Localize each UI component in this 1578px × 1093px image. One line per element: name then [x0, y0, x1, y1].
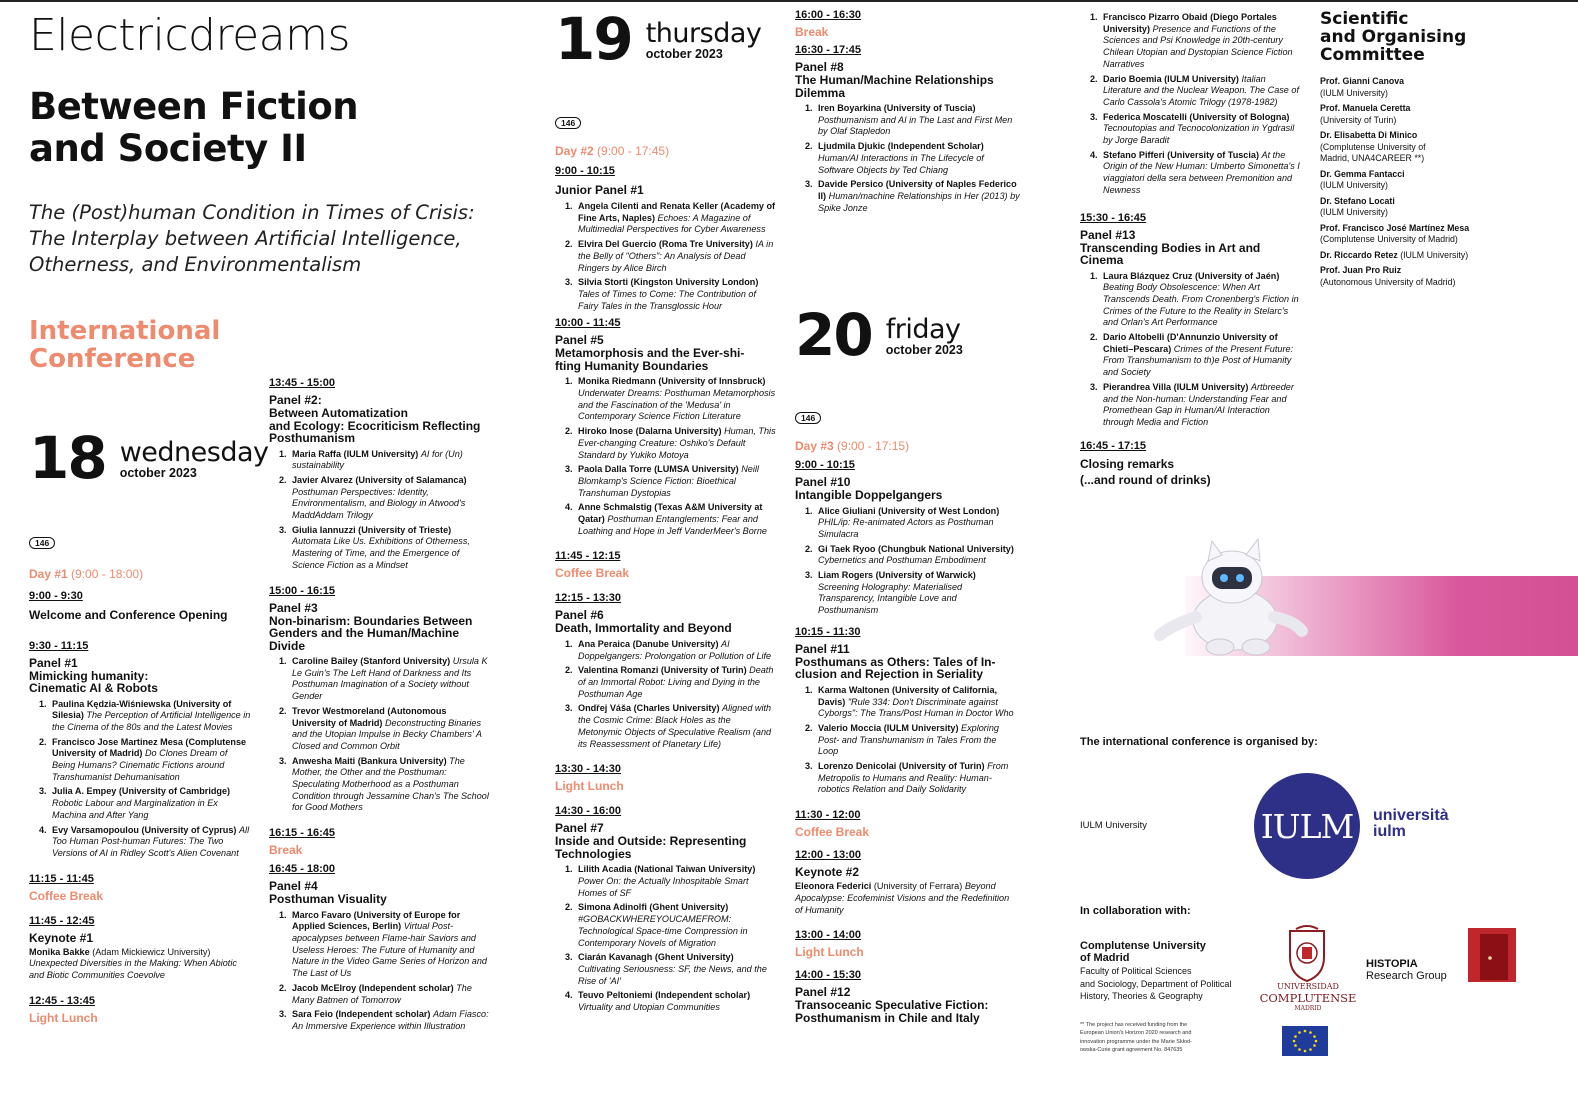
list-item: 3. Pierandrea Villa (IULM University) Artbreeder and the Non-human: Understanding Fear and Promethean Gap in Human/AI Interaction through Media and Fiction — [1090, 381, 1294, 427]
day3-column — [795, 408, 1017, 1024]
weekday: thursday — [645, 18, 762, 49]
panel-title: Posthumans as Others: Tales of In- clusion and Rejection in Seriality — [795, 654, 996, 682]
list-item: 1. Monika Riedmann (University of Innsbruck) Underwater Dreams: Posthuman Metamorphosis and the Fascination of the 'Medusa' in Contemporary Science Fiction Literature — [565, 376, 776, 422]
date-number: 18 — [29, 424, 106, 492]
break-label: Break — [269, 843, 303, 858]
day1-column-b — [269, 376, 491, 1036]
ucm-name: Complutense University of Madrid — [1080, 940, 1206, 964]
list-item: 2. Trevor Westmoreland (Autonomous University of Madrid) Deconstructing Binaries and the Utopian Impulse in Becky Chambers' A Closed and Common Orbit — [279, 705, 482, 751]
talk-list — [555, 639, 777, 750]
keynote-label: Keynote #1 — [29, 930, 94, 945]
session: 10:00 - 11:45 Panel #5 Metamorphosis and the Ever-shi- fting Humanity Boundaries 1. Monika Riedmann (University of Innsbruck) Underwater Dreams: Posthuman Metamorphosis and the Fascination of the 'Medusa' in Contemporary Science Fiction Literature 2. Hiroko Inose (Dalarna University) Human, This Ever-changing Creature: Oshiko's Default Standard by Yukiko Motoya 3. Paola Dalla Torre (LUMSA University) Neill Blomkamp's Science Fiction: Bioethical Transhuman Dystopias 4. Anne Schmalstig (Texas A&M University at Qatar) Posthuman Entanglements: Fear and Loathing and Hope in Jeff VanderMeer's Borne — [555, 317, 776, 536]
session: 16:15 - 16:45 Break — [269, 826, 491, 858]
list-item: 3. Paola Dalla Torre (LUMSA University) Neill Blomkamp's Science Fiction: Bioethical Transhuman Dystopias — [565, 464, 759, 498]
list-item: 3. Julia A. Empey (University of Cambridge) Robotic Labour and Marginalization in Ex Machina and After Yang — [39, 786, 231, 820]
date-number: 19 — [555, 5, 632, 73]
session: 14:30 - 16:00 Panel #7 Inside and Outside: Representing Technologies 1. Lilith Acadia (National Taiwan University) Power On: the Actually Inhospitable Smart Homes of SF 2. Simona Adinolfi (Ghent University) #GOBACKWHEREYOUCAMEFROM: Technological Space-time Compression in Contemporary Novels of Migration 3. Ciarán Kavanagh (Ghent University) Cultivating Seriousness: SF, the News, and the Rise of 'AI' 4. Teuvo Peltoniemi (Independent scholar) Virtuality and Utopian Communities — [555, 804, 777, 1013]
iulm-logo: IULM — [1254, 773, 1360, 879]
list-item: 1. Angela Cilenti and Renata Keller (Academy of Fine Arts, Naples) Echoes: A Magazine of Multimedial Perspectives for Cyber Awareness — [565, 201, 776, 235]
session: 12:15 - 13:30 Panel #6 Death, Immortality and Beyond 1. Ana Peraica (Danube University) AI Doppelgangers: Prolongation or Pollution of Life 2. Valentina Romanzi (University of Turin) Death of an Immortal Robot: Living and Dying in the Posthuman Age 3. Ondřej Váša (Charles University) Aligned with the Cosmic Crime: Black Holes as the Metonymic Objects of Speculative Realism (and its Reassessment of Planetary Life) — [555, 591, 777, 750]
committee-member: Dr. Elisabetta Di Minico (Complutense University of Madrid, UNA4CAREER **) — [1320, 130, 1426, 163]
list-item: 1. Laura Blázquez Cruz (University of Jaén) Beating Body Obsolescence: When Art Transcends Death. From Cronenberg's Fiction in Crimes of the Future to the Reality in Stelarc's and Orlan's Art Performance — [1090, 270, 1299, 328]
list-item: 4. Evy Varsamopoulou (University of Cyprus) All Too Human Post-human Futures: The Two Versions of AI in Ridley Scott's Alien Covenant — [39, 824, 250, 858]
ucm-block — [1080, 940, 1260, 1055]
list-item: 3. Silvia Storti (Kingston University London) Tales of Times to Come: The Contribution of Fairy Tales in the Transglossic Hour — [565, 277, 759, 311]
panel-title: Between Automatization and Ecology: Ecocriticism Reflecting Posthumanism — [269, 406, 481, 445]
talk-list — [1080, 271, 1302, 429]
list-item: 2. Jacob McElroy (Independent scholar) The Many Batmen of Tomorrow — [279, 982, 472, 1005]
session: 11:45 - 12:15 Coffee Break — [555, 549, 777, 581]
session: 14:00 - 15:30 Panel #12 Transoceanic Speculative Fiction: Posthumanism in Chile and Italy — [795, 968, 1017, 1024]
session — [29, 589, 251, 622]
talk-list — [555, 864, 777, 1013]
month: october 2023 — [119, 466, 197, 480]
session — [29, 639, 251, 860]
session: 16:45 - 17:15 Closing remarks (...and round of drinks) — [1080, 439, 1302, 488]
list-item: 3. Ciarán Kavanagh (Ghent University) Cultivating Seriousness: SF, the News, and the Rise of 'AI' — [565, 952, 767, 986]
panel-title: Posthuman Visuality — [269, 892, 387, 907]
session: 12:45 - 13:45 Light Lunch — [29, 994, 251, 1026]
panel-title: Mimicking humanity: Cinematic AI & Robots — [29, 668, 158, 695]
panel-title: Non-binarism: Boundaries Between Genders and the Human/Machine Divide — [269, 613, 473, 653]
day1-column-a — [29, 533, 251, 1026]
list-item: 1. Francisco Pizarro Obaid (Diego Portales University) Presence and Functions of the Sciences and Psi Knowledge in 20th-century Chilean Utopian and Dystopian Science Fiction Narratives — [1090, 12, 1293, 69]
list-item: 2. Elvira Del Guercio (Roma Tre University) IA in the Belly of "Others": An Analysis of Dead Ringers by Alice Birch — [565, 239, 774, 273]
list-item: 1. Lilith Acadia (National Taiwan University) Power On: the Actually Inhospitable Smart Homes of SF — [565, 864, 756, 898]
talk-list — [795, 685, 1017, 796]
list-item: 2. Hiroko Inose (Dalarna University) Human, This Ever-changing Creature: Oshiko's Default Standard by Yukiko Motoya — [565, 426, 776, 460]
list-item: 1. Karma Waltonen (University of California, Davis) "Rule 334: Don't Discriminate against Cyborgs": The Trans/Post Human in Doctor Who — [805, 684, 1014, 719]
histopia-door-icon — [1466, 926, 1518, 984]
list-item: 4. Anne Schmalstig (Texas A&M University at Qatar) Posthuman Entanglements: Fear and Loathing and Hope in Jeff VanderMeer's Borne — [565, 502, 767, 536]
list-item: 2. Gi Taek Ryoo (Chungbuk National University) Cybernetics and Posthuman Embodiment — [805, 543, 1014, 566]
talk-list — [555, 201, 777, 312]
brand-name: Electricdreams — [29, 10, 350, 61]
talk-list — [269, 449, 491, 572]
panel-label: Panel #1 — [29, 655, 78, 670]
page-title: Between Fiction and Society II — [29, 85, 359, 170]
ucm-logo-text: UNIVERSIDAD COMPLUTENSE MADRID — [1259, 982, 1357, 1012]
keynote-text: Eleonora Federici (University of Ferrara) Beyond Apocalypse: Ecofeminist Visions and the Redefinition of Humanity — [795, 881, 1010, 915]
break-label: Coffee Break — [795, 825, 870, 840]
session-time: 9:00 - 9:30 — [29, 590, 83, 602]
panel-title: Death, Immortality and Beyond — [555, 621, 732, 636]
iulm-wordmark: università iulm — [1373, 807, 1449, 840]
page-subtitle: The (Post)human Condition in Times of Crisis: The Interplay between Artificial Intelligence, Otherness, and Environmentalism — [29, 201, 475, 276]
session: 15:30 - 16:45 Panel #13 Transcending Bodies in Art and Cinema 1. Laura Blázquez Cruz (University of Jaén) Beating Body Obsolescence: When Art Transcends Death. From Cronenberg's Fiction in Crimes of the Future to the Reality in Stelarc's and Orlan's Art Performance 2. Dario Altobelli (D'Annunzio University of Chieti–Pescara) Crimes of the Present Future: From Transhumanism to th)e Post of Humanity and Society 3. Pierandrea Villa (IULM University) Artbreeder and the Non-human: Understanding Fear and Promethean Gap in Human/AI Interaction through Media and Fiction — [1080, 211, 1302, 429]
talk-list — [795, 103, 1020, 214]
list-item: 2. Valentina Romanzi (University of Turin) Death of an Immortal Robot: Living and Dying in the Posthuman Age — [565, 665, 774, 699]
list-item: 1. Marco Favaro (University of Europe for Applied Sciences, Berlin) Virtual Post-apocalypses between Flame-hair Saviors and Useless Heroes: The Future of Humanity and Nature in the Video Game Series of Horizon and The Last of Us — [279, 909, 487, 979]
break-label: Coffee Break — [29, 888, 104, 903]
month: october 2023 — [885, 343, 963, 357]
session: 13:30 - 14:30 Light Lunch — [555, 762, 777, 794]
session: 16:00 - 16:30 Break — [795, 8, 1020, 40]
ucm-department: Faculty of Political Sciences and Sociology, Department of Political History, Theories & Geography — [1080, 966, 1232, 1001]
day2-date — [555, 5, 780, 73]
organisers — [1080, 736, 1560, 748]
session: 16:45 - 18:00 Panel #4 Posthuman Visuality 1. Marco Favaro (University of Europe for Applied Sciences, Berlin) Virtual Post-apocalypses between Flame-hair Saviors and Useless Heroes: The Future of Humanity and Nature in the Video Game Series of Horizon and The Last of Us 2. Jacob McElroy (Independent scholar) The Many Batmen of Tomorrow 3. Sara Feio (Independent scholar) Adam Fiasco: An Immersive Experience within Illustration — [269, 862, 491, 1033]
session: 15:00 - 16:15 Panel #3 Non-binarism: Boundaries Between Genders and the Human/Machine Divide 1. Caroline Bailey (Stanford University) Ursula K Le Guin's The Left Hand of Darkness and Its Posthuman Imagination of a Society without Gender 2. Trevor Westmoreland (Autonomous University of Madrid) Deconstructing Binaries and the Utopian Impulse in Becky Chambers' A Closed and Common Orbit 3. Anwesha Maiti (Bankura University) The Mother, the Other and the Posthuman: Speculating Motherhood as a Posthuman Condition through Jessamine Chan's The School for Good Mothers — [269, 584, 491, 815]
session: 9:00 - 10:15 Junior Panel #1 1. Angela Cilenti and Renata Keller (Academy of Fine Arts, Naples) Echoes: A Magazine of Multimedial Perspectives for Cyber Awareness 2. Elvira Del Guercio (Roma Tre University) IA in the Belly of "Others": An Analysis of Dead Ringers by Alice Birch 3. Silvia Storti (Kingston University London) Tales of Times to Come: The Contribution of Fairy Tales in the Transglossic Hour — [555, 165, 776, 311]
list-item: 1. Alice Giuliani (University of West London) PHIL/ip: Re-animated Actors as Posthuman Simulacra — [805, 505, 1000, 539]
break-label: Light Lunch — [29, 1010, 98, 1025]
panel-title: Inside and Outside: Representing Technologies — [555, 834, 747, 861]
break-label: Coffee Break — [555, 566, 630, 581]
day2-column-b — [795, 8, 1020, 217]
day-label: Day #1 (9:00 - 18:00) — [29, 567, 144, 581]
committee-member: Dr. Riccardo Retez (IULM University) — [1320, 249, 1469, 260]
committee-member: Prof. Manuela Ceretta (University of Turin) — [1320, 103, 1411, 125]
session: 12:00 - 13:00 Keynote #2 Eleonora Federici (University of Ferrara) Beyond Apocalypse: Ecofeminist Visions and the Redefinition of Humanity — [795, 848, 1017, 916]
keynote-text: Monika Bakke (Adam Mickiewicz University) Unexpected Diversities in the Making: When Abiotic and Biotic Communities Coevolve — [29, 946, 237, 981]
list-item: 4. Teuvo Peltoniemi (Independent scholar) Virtuality and Utopian Communities — [565, 990, 751, 1013]
committee-title: Scientific and Organising Committee — [1320, 9, 1467, 65]
session-title: Welcome and Conference Opening — [29, 608, 228, 622]
list-item: 2. Dario Altobelli (D'Annunzio University of Chieti–Pescara) Crimes of the Present Future: From Transhumanism to th)e Post of Humanity and Society — [1090, 332, 1294, 378]
collaboration-heading: In collaboration with: — [1080, 905, 1191, 917]
ucm-crest-icon — [1282, 925, 1332, 983]
list-item: 2. Valerio Moccia (IULM University) Exploring Post- and Transhumanism in Tales From the Loop — [805, 722, 999, 757]
list-item: 3. Anwesha Maiti (Bankura University) The Mother, the Other and the Posthuman: Speculating Motherhood as a Posthuman Condition through Jessamine Chan's The School for Good Mothers — [279, 755, 489, 813]
list-item: 1. Maria Raffa (IULM University) AI for (Un) sustainability — [279, 448, 463, 471]
session: 10:15 - 11:30 Panel #11 Posthumans as Others: Tales of In- clusion and Rejection in Seriality 1. Karma Waltonen (University of California, Davis) "Rule 334: Don't Discriminate against Cyborgs": The Trans/Post Human in Doctor Who 2. Valerio Moccia (IULM University) Exploring Post- and Transhumanism in Tales From the Loop 3. Lorenzo Denicolai (University of Turin) From Metropolis to Humans and Reality: Human-robotics Relation and Daily Solidarity — [795, 625, 1017, 796]
weekday: friday — [885, 314, 961, 345]
list-item: 4. Stefano Pifferi (University of Tuscia) At the Origin of the New Human: Umberto Simonetta's I viaggiatori della sera between Premonition and Newness — [1090, 149, 1300, 195]
committee — [1320, 10, 1570, 288]
talk-list — [795, 506, 1017, 617]
list-item: 3. Ondřej Váša (Charles University) Aligned with the Cosmic Crime: Black Holes as the Metonymic Objects of Speculative Realism (and its Reassessment of Planetary Life) — [565, 703, 772, 749]
list-item: 3. Liam Rogers (University of Warwick) Screening Holography: Materialised Transparency, Intangible Love and Posthumanism — [805, 570, 976, 616]
list-item: 1. Paulina Kędzia-Wiśniewska (University of Silesia) The Perception of Artificial Intelligence in the Cinema of the 80s and the Latest Movies — [39, 698, 251, 732]
robot-illustration — [1150, 535, 1310, 665]
top-rule — [0, 0, 1578, 2]
header-block — [29, 10, 499, 278]
day1-date — [29, 424, 269, 492]
panel-title: Metamorphosis and the Ever-shi- fting Humanity Boundaries — [555, 346, 745, 373]
weekday: wednesday — [119, 437, 269, 468]
funding-note: ** The project has received funding from the European Union's Horizon 2020 research and innovation programme under the Marie Skłod- owska-Curie grant agreement No. 847635 — [1080, 1021, 1192, 1053]
month: october 2023 — [645, 47, 723, 61]
session-time: 9:30 - 11:15 — [29, 639, 89, 652]
list-item: 1. Ana Peraica (Danube University) AI Doppelgangers: Prolongation or Pollution of Life — [565, 638, 772, 661]
keynote-label: Keynote #2 — [795, 865, 860, 880]
day-label: Day #3 (9:00 - 17:15) — [795, 439, 910, 453]
list-item: 3. Federica Moscatelli (University of Bologna) Tecnoutopias and Tecnocolonization in Ygdrasil by Jorge Baradit — [1090, 111, 1295, 146]
committee-member: Dr. Gemma Fantacci (IULM University) — [1320, 168, 1405, 190]
panel-title: Transoceanic Speculative Fiction: Posthumanism in Chile and Italy — [795, 998, 989, 1025]
session: 11:15 - 11:45 Coffee Break — [29, 872, 251, 904]
break-label: Light Lunch — [555, 779, 624, 794]
session: 13:00 - 14:00 Light Lunch — [795, 928, 1017, 960]
talk-list — [1080, 12, 1302, 197]
talk-list — [269, 910, 491, 1033]
committee-member: Dr. Stefano Locati (IULM University) — [1320, 195, 1395, 217]
date-number: 20 — [795, 301, 872, 369]
talk-list — [269, 656, 491, 814]
room-badge: 146 — [29, 537, 55, 549]
day3-date — [795, 301, 1025, 369]
list-item: 2. Simona Adinolfi (Ghent University) #GOBACKWHEREYOUCAMEFROM: Technological Space-time Compression in Contemporary Novels of Migration — [565, 902, 748, 948]
break-label: Light Lunch — [795, 945, 864, 960]
session: 11:30 - 12:00 Coffee Break — [795, 808, 1017, 840]
panel-title: Intangible Doppelgangers — [795, 488, 943, 502]
break-label: Break — [795, 25, 829, 39]
day3-column-b — [1080, 8, 1302, 488]
panel-title: Transcending Bodies in Art and Cinema — [1080, 240, 1261, 268]
session: 13:45 - 15:00 Panel #2: Between Automatization and Ecology: Ecocriticism Reflecting Posthumanism 1. Maria Raffa (IULM University) AI for (Un) sustainability 2. Javier Alvarez (University of Salamanca) Posthuman Perspectives: Identity, Environmentalism, and Biology in Atwood's MaddAddam Trilogy 3. Giulia Iannuzzi (University of Trieste) Automata Like Us. Exhibitions of Otherness, Mastering of Time, and the Emergence of Science Fiction as a Mindset — [269, 376, 491, 572]
room-badge: 146 — [795, 412, 821, 424]
iulm-name: IULM University — [1080, 820, 1148, 831]
talk-list — [555, 376, 777, 537]
committee-member: Prof. Francisco José Martínez Mesa (Complutense University of Madrid) — [1320, 222, 1470, 244]
session: 11:45 - 12:45 Keynote #1 Monika Bakke (Adam Mickiewicz University) Unexpected Diversities in the Making: When Abiotic and Biotic Communities Coevolve — [29, 914, 251, 982]
talk-list — [29, 699, 251, 860]
list-item: 2. Javier Alvarez (University of Salamanca) Posthuman Perspectives: Identity, Environmentalism, and Biology in Atwood's MaddAddam Trilogy — [279, 474, 467, 521]
list-item: 1. Caroline Bailey (Stanford University) Ursula K Le Guin's The Left Hand of Darkness and Its Posthuman Imagination of a Society without Gender — [279, 656, 488, 702]
list-item: 2. Dario Boemia (IULM University) Italian Literature and the Nuclear Weapon. The Case of Carlo Cassola's Atomic Trilogy (1978-1982) — [1090, 73, 1299, 107]
committee-member: Prof. Gianni Canova (IULM University) — [1320, 76, 1405, 98]
list-item: 3. Davide Persico (University of Naples Federico II) Human/machine Relationships in Her (2013) by Spike Jonze — [805, 179, 1020, 213]
day-label: Day #2 (9:00 - 17:45) — [555, 144, 670, 158]
organisers-heading: The international conference is organised by: — [1080, 736, 1318, 748]
list-item: 2. Ljudmila Djukic (Independent Scholar) Human/AI Interactions in The Lifecycle of Software Objects by Ted Chiang — [805, 141, 984, 175]
list-item: 3. Lorenzo Denicolai (University of Turin) From Metropolis to Humans and Reality: Human-robotics Relation and Daily Solidarity — [805, 761, 1009, 795]
closing-remarks: Closing remarks (...and round of drinks) — [1080, 456, 1211, 487]
panel-title: The Human/Machine Relationships Dilemma — [795, 73, 994, 100]
session: 9:00 - 10:15 Panel #10 Intangible Doppelgangers 1. Alice Giuliani (University of West London) PHIL/ip: Re-animated Actors as Posthuman Simulacra 2. Gi Taek Ryoo (Chungbuk National University) Cybernetics and Posthuman Embodiment 3. Liam Rogers (University of Warwick) Screening Holography: Materialised Transparency, Intangible Love and Posthumanism — [795, 458, 1017, 617]
list-item: 3. Sara Feio (Independent scholar) Adam Fiasco: An Immersive Experience within Illustration — [279, 1009, 489, 1031]
committee-member: Prof. Juan Pro Ruiz (Autonomous University of Madrid) — [1320, 265, 1456, 287]
committee-list — [1320, 76, 1570, 288]
eu-flag-icon — [1282, 1026, 1328, 1056]
room-badge: 146 — [555, 117, 581, 129]
session: 16:30 - 17:45 Panel #8 The Human/Machine Relationships Dilemma 1. Iren Boyarkina (University of Tuscia) Posthumanism and AI in The Last and First Men by Olaf Stapledon 2. Ljudmila Djukic (Independent Scholar) Human/AI Interactions in The Lifecycle of Software Objects by Ted Chiang 3. Davide Persico (University of Naples Federico II) Human/machine Relationships in Her (2013) by Spike Jonze — [795, 44, 1020, 213]
day2-column — [555, 113, 777, 1017]
list-item: 2. Francisco Jose Martinez Mesa (Complutense University of Madrid) Do Clones Dream of Being Humans? Cinematic Fictions around Transhumanist Dehumanisation — [39, 736, 247, 782]
conference-label: International Conference — [29, 316, 221, 374]
list-item: 1. Iren Boyarkina (University of Tuscia) Posthumanism and AI in The Last and First Men by Olaf Stapledon — [805, 103, 1013, 137]
histopia-label: HISTOPIA Research Group — [1366, 958, 1447, 982]
list-item: 3. Giulia Iannuzzi (University of Trieste) Automata Like Us. Exhibitions of Otherness, Mastering of Time, and the Emergence of Science Fiction as a Mindset — [279, 524, 470, 570]
